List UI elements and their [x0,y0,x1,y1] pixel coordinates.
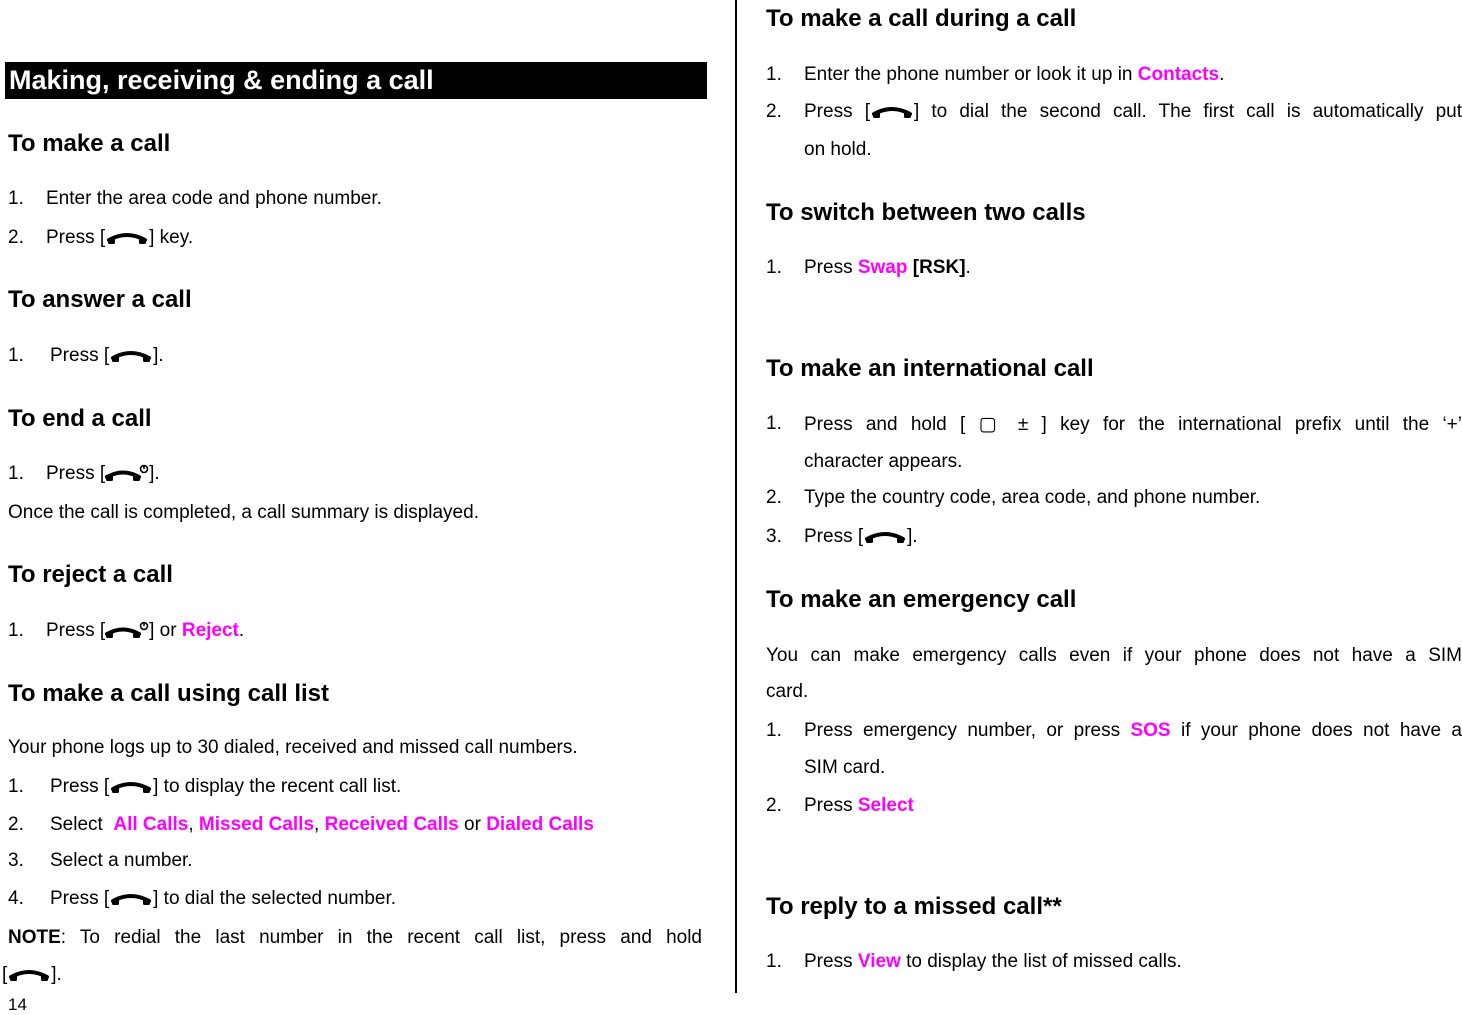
during-call-step-2-cont: on hold. [804,139,872,160]
heading-during-call: To make a call during a call [766,5,1077,32]
call-list-step-1: Press [ ] to display the recent call list. [50,776,402,797]
received-calls-option[interactable]: Received Calls [324,814,459,835]
send-key-icon [109,346,153,364]
call-list-step-2: Select All Calls, Missed Calls, Received Calls or Dialed Calls [50,814,594,835]
swap-softkey-label[interactable]: Swap [857,257,908,278]
step-number: 4. [8,888,24,909]
missed-calls-option[interactable]: Missed Calls [198,814,315,835]
view-softkey-label[interactable]: View [857,951,901,972]
send-key-icon [863,527,907,545]
call-list-step-3: Select a number. [50,850,193,871]
heading-end-call: To end a call [8,405,152,432]
step-number: 1. [8,620,24,641]
send-key-icon [870,102,914,120]
missed-call-step-1: Press View to display the list of missed calls. [804,951,1182,972]
emergency-step-1-cont: SIM card. [804,757,886,778]
international-step-2: Type the country code, area code, and phone number. [804,487,1261,508]
step-number: 1. [8,345,24,366]
emergency-intro-cont: card. [766,681,809,702]
end-key-icon [105,464,149,482]
sos-softkey-label[interactable]: SOS [1130,720,1171,741]
heading-reject-call: To reject a call [8,561,173,588]
heading-call-list: To make a call using call list [8,680,330,707]
dialed-calls-option[interactable]: Dialed Calls [486,814,594,835]
step-number: 2. [766,487,782,508]
call-list-note-key: [ ]. [2,964,62,985]
make-call-step-2: Press [ ] key. [46,227,194,248]
all-calls-option[interactable]: All Calls [113,814,189,835]
answer-call-step-1: Press [ ]. [50,345,164,366]
step-number: 1. [766,720,782,741]
international-step-3: Press [ ]. [804,526,918,547]
international-step-1: Press and hold [ ▢ ± ] key for the international prefix until the ‘+’ [804,414,1462,435]
send-key-icon [7,965,51,983]
step-number: 1. [8,463,24,484]
step-number: 2. [766,101,782,122]
send-key-icon [105,228,149,246]
heading-missed-call: To reply to a missed call** [766,893,1062,920]
heading-international-call: To make an international call [766,355,1094,382]
end-call-note: Once the call is completed, a call summary is displayed. [8,502,479,523]
step-number: 1. [8,188,24,209]
call-list-intro: Your phone logs up to 30 dialed, received and missed call numbers. [8,737,578,758]
call-list-step-4: Press [ ] to dial the selected number. [50,888,397,909]
during-call-step-2: Press [ ] to dial the second call. The first call is automatically put [804,101,1462,122]
step-number: 1. [766,413,782,434]
heading-switch-calls: To switch between two calls [766,199,1086,226]
contacts-link[interactable]: Contacts [1137,64,1220,85]
step-number: 1. [766,951,782,972]
emergency-intro: You can make emergency calls even if your phone does not have a SIM [766,645,1462,666]
reject-softkey-label[interactable]: Reject [181,620,239,641]
call-list-note: NOTE: To redial the last number in the recent call list, press and hold [8,927,702,948]
end-key-icon [105,621,149,639]
during-call-step-1: Enter the phone number or look it up in Contacts. [804,64,1225,85]
page-number: 14 [8,995,27,1014]
heading-answer-call: To answer a call [8,286,192,313]
reject-call-step-1: Press [ ] or Reject. [46,620,245,641]
select-softkey-label[interactable]: Select [857,795,914,816]
step-number: 3. [8,850,24,871]
step-number: 2. [8,814,24,835]
send-key-icon [109,889,153,907]
column-divider [735,0,737,993]
emergency-step-1: Press emergency number, or press SOS if your phone does not have a [804,720,1462,741]
make-call-step-1: Enter the area code and phone number. [46,188,382,209]
step-number: 1. [766,64,782,85]
end-call-step-1: Press [ ]. [46,463,160,484]
emergency-step-2: Press Select [804,795,914,816]
step-number: 1. [8,776,24,797]
note-label: NOTE [8,927,61,948]
switch-calls-step-1: Press Swap [RSK]. [804,257,971,278]
send-key-icon [109,777,153,795]
heading-emergency-call: To make an emergency call [766,586,1077,613]
step-number: 3. [766,526,782,547]
step-number: 1. [766,257,782,278]
step-number: 2. [766,795,782,816]
international-step-1-cont: character appears. [804,451,963,472]
section-banner: Making, receiving & ending a call [5,62,707,99]
heading-make-call: To make a call [8,130,171,157]
step-number: 2. [8,227,24,248]
